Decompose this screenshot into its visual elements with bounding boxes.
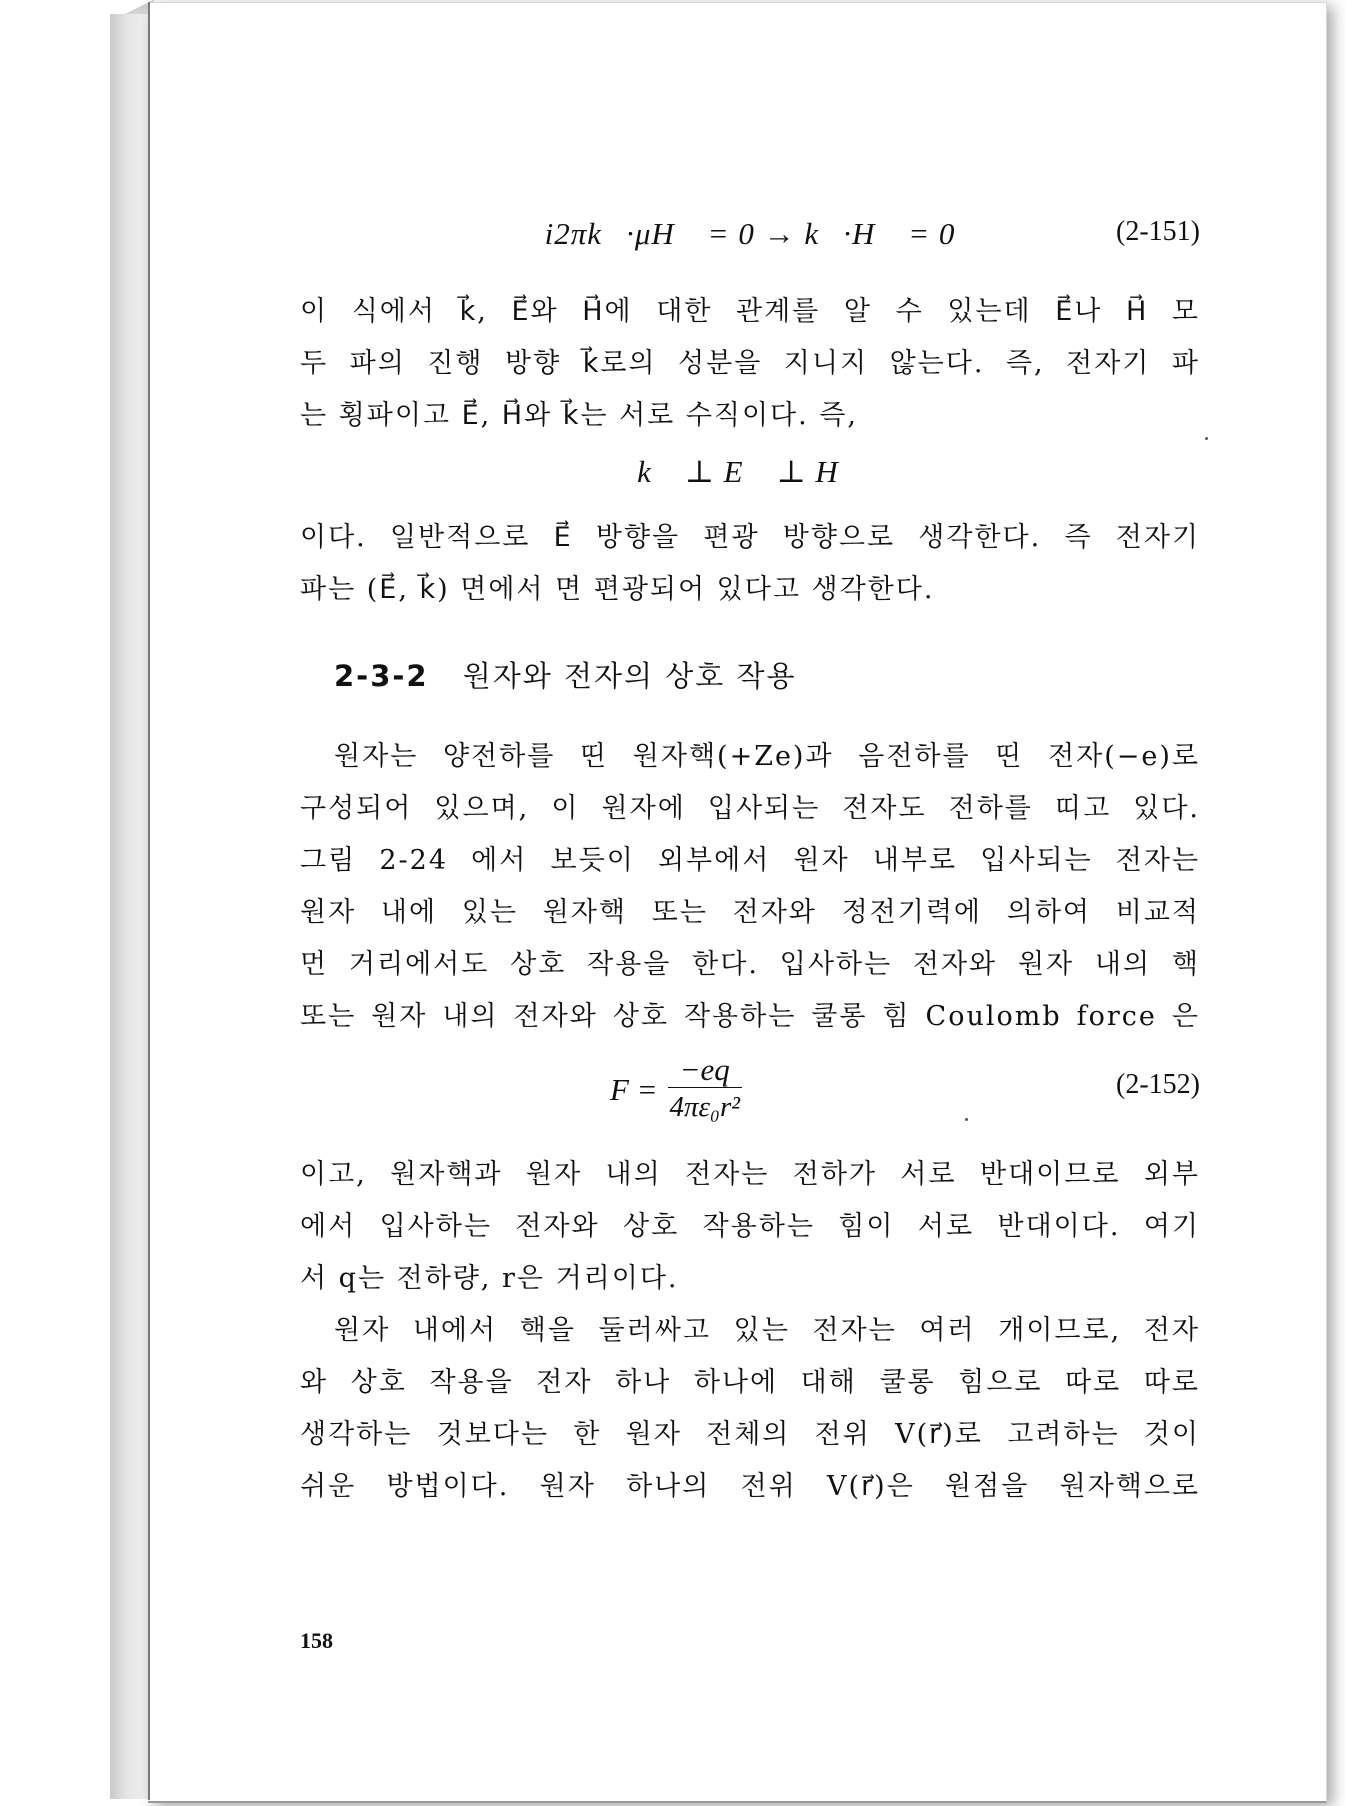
fraction-denominator: 4πε₀r² xyxy=(669,1091,740,1123)
equation-lhs: F = xyxy=(610,1071,658,1107)
text-line: 쉬운 방법이다. 원자 하나의 전위 V(r⃗)은 원점을 원자핵으로 xyxy=(300,1471,1200,1502)
equation-2-152 xyxy=(300,1043,1200,1149)
coulomb-formula xyxy=(610,1053,742,1126)
text-line: 서 q는 전하량, r은 거리이다. xyxy=(300,1263,679,1294)
equation-2-151 xyxy=(300,216,1200,286)
text-line: 또는 원자 내의 전자와 상호 작용하는 쿨롱 힘 Coulomb force 은 xyxy=(300,1001,1200,1032)
section-number: 2-3-2 xyxy=(334,659,429,693)
text-line: 는 횡파이고 E⃗, H⃗와 k⃗는 서로 수직이다. 즉, xyxy=(300,400,858,431)
page-text-area xyxy=(300,216,1200,1513)
paragraph-atom-electron xyxy=(300,731,1200,1043)
text-line: 와 상호 작용을 전자 하나 하나에 대해 쿨롱 힘으로 따로 따로 xyxy=(300,1367,1200,1398)
equation-body: i2πk⃗·μH⃗ = 0 → k⃗·H⃗ = 0 xyxy=(544,216,956,251)
section-heading xyxy=(334,654,1200,695)
paragraph-wave-relation xyxy=(300,286,1200,442)
text-line: 파는 (E⃗, k⃗) 면에서 면 편광되어 있다고 생각한다. xyxy=(300,574,935,605)
text-line: 에서 입사하는 전자와 상호 작용하는 힘이 서로 반대이다. 여기 xyxy=(300,1211,1200,1242)
text-line: 이고, 원자핵과 원자 내의 전자는 전하가 서로 반대이므로 외부 xyxy=(300,1159,1200,1190)
text-line: 생각하는 것보다는 한 원자 전체의 전위 V(r⃗)로 고려하는 것이 xyxy=(300,1419,1200,1450)
text-line: 먼 거리에서도 상호 작용을 한다. 입사하는 전자와 원자 내의 핵 xyxy=(300,949,1200,980)
scan-speck xyxy=(1205,437,1208,440)
text-line: 이 식에서 k⃗, E⃗와 H⃗에 대한 관계를 알 수 있는데 E⃗나 H⃗ 모 xyxy=(300,296,1200,327)
paragraph-polarization xyxy=(300,512,1200,616)
scan-speck xyxy=(965,1118,968,1121)
fraction xyxy=(668,1053,742,1126)
paragraph-potential xyxy=(300,1305,1200,1513)
text-line: 원자 내에서 핵을 둘러싸고 있는 전자는 여러 개이므로, 전자 xyxy=(334,1315,1200,1346)
text-line: 그림 2-24 에서 보듯이 외부에서 원자 내부로 입사되는 전자는 xyxy=(300,845,1200,876)
text-line: 원자는 양전하를 띤 원자핵(+Ze)과 음전하를 띤 전자(−e)로 xyxy=(334,741,1200,772)
page-stack-edge xyxy=(110,14,150,1799)
equation-body: k⃗ ⊥ E⃗ ⊥ H⃗ xyxy=(637,454,863,489)
equation-number: (2-152) xyxy=(1116,1069,1200,1100)
paragraph-charge-sign xyxy=(300,1149,1200,1305)
page-left-border xyxy=(148,2,150,1800)
equation-perpendicular xyxy=(300,442,1200,512)
text-line: 이다. 일반적으로 E⃗ 방향을 편광 방향으로 생각한다. 즉 전자기 xyxy=(300,522,1200,553)
text-line: 두 파의 진행 방향 k⃗로의 성분을 지니지 않는다. 즉, 전자기 파 xyxy=(300,348,1200,379)
text-line: 구성되어 있으며, 이 원자에 입사되는 전자도 전하를 띠고 있다. xyxy=(300,793,1200,824)
page-number: 158 xyxy=(300,1628,333,1653)
text-line: 원자 내에 있는 원자핵 또는 전자와 정전기력에 의하여 비교적 xyxy=(300,897,1200,928)
equation-number: (2-151) xyxy=(1116,216,1200,247)
section-title: 원자와 전자의 상호 작용 xyxy=(462,659,797,693)
fraction-numerator: −eq xyxy=(668,1053,742,1088)
